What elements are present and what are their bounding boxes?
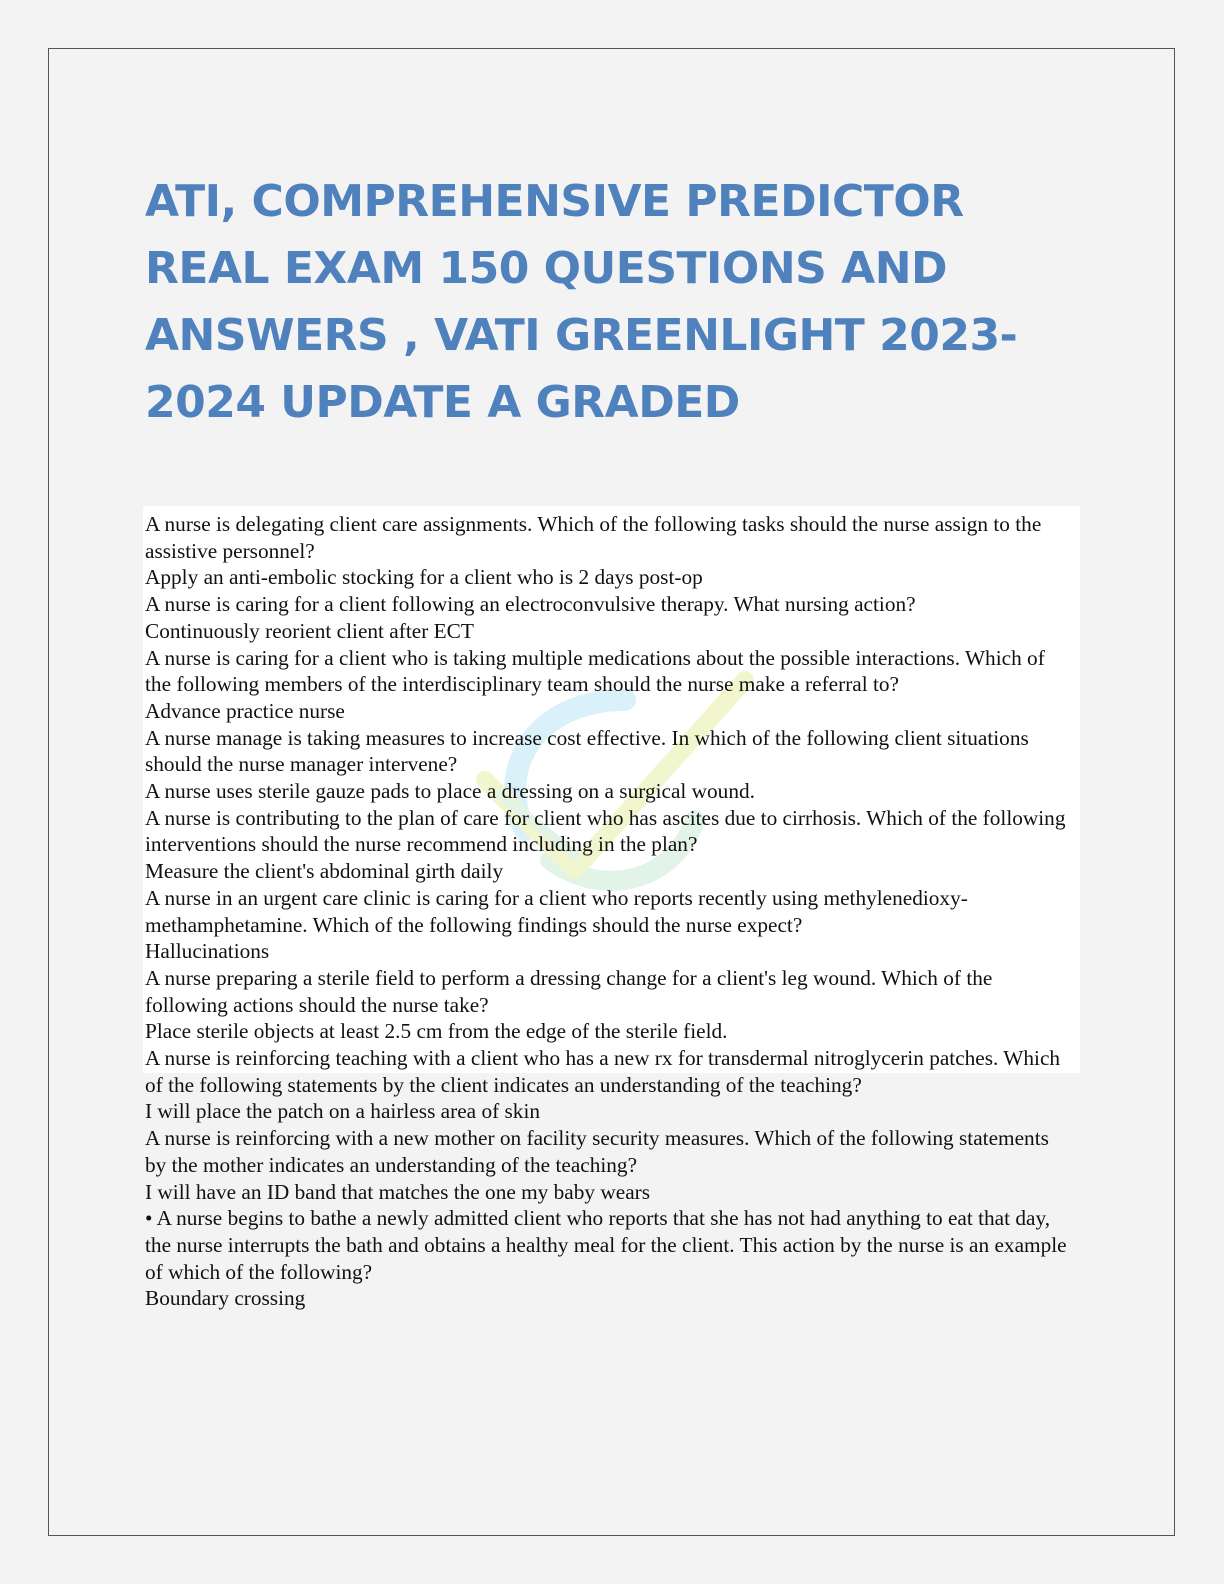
answer-3: Advance practice nurse (145, 698, 345, 723)
question-10: • A nurse begins to bathe a newly admitted client who reports that she has not had anything to eat that day, the nurse interrupts the bath and obtains a healthy meal for the client. This action by the nurse is an example of which of the following? (145, 1206, 1067, 1284)
answer-10: Boundary crossing (145, 1286, 306, 1311)
question-8: A nurse is reinforcing teaching with a client who has a new rx for transdermal nitroglycerin patches. Which of the following statements by the client indicates an understanding of the teaching? (145, 1046, 1061, 1097)
question-5: A nurse is contributing to the plan of care for client who has ascites due to cirrhosis. Which of the following interventions should the nurse recommend including in the plan? (145, 805, 1066, 857)
question-7: A nurse preparing a sterile field to perform a dressing change for a client's leg wound. Which of the following actions should the nurse take? (145, 965, 993, 1017)
question-6: A nurse in an urgent care clinic is caring for a client who reports recently using methylenedioxy-methamphetamine. Which of the following findings should the nurse expect? (145, 885, 968, 937)
question-3: A nurse is caring for a client who is taking multiple medications about the possible interactions. Which of the following members of the interdisciplinary team should the nurse make a referral to? (145, 645, 1045, 697)
document-title: ATI, COMPREHENSIVE PREDICTOR REAL EXAM 150 QUESTIONS AND ANSWERS , VATI GREENLIGHT 2023-2024 UPDATE A GRADED (145, 176, 1018, 428)
question-2: A nurse is caring for a client following an electroconvulsive therapy. What nursing action? (145, 592, 916, 617)
answer-5: Measure the client's abdominal girth daily (145, 859, 504, 884)
answer-1: Apply an anti-embolic stocking for a client who is 2 days post-op (145, 565, 703, 590)
answer-7: Place sterile objects at least 2.5 cm from the edge of the sterile field. (145, 1019, 728, 1044)
answer-6: Hallucinations (145, 939, 270, 964)
question-1: A nurse is delegating client care assignments. Which of the following tasks should the nurse assign to the assistive personnel? (145, 512, 1042, 563)
answer-8: I will place the patch on a hairless area of skin (145, 1099, 541, 1124)
answer-2: Continuously reorient client after ECT (145, 618, 474, 643)
answer-9: I will have an ID band that matches the one my baby wears (145, 1179, 651, 1204)
question-4: A nurse manage is taking measures to increase cost effective. In which of the following client situations should the nurse manager intervene? (145, 725, 1029, 777)
question-9: A nurse is reinforcing with a new mother on facility security measures. Which of the following statements by the mother indicates an understanding of the teaching? (145, 1126, 1049, 1177)
qa-list (145, 511, 1075, 1312)
answer-4: A nurse uses sterile gauze pads to place a dressing on a surgical wound. (145, 779, 755, 804)
